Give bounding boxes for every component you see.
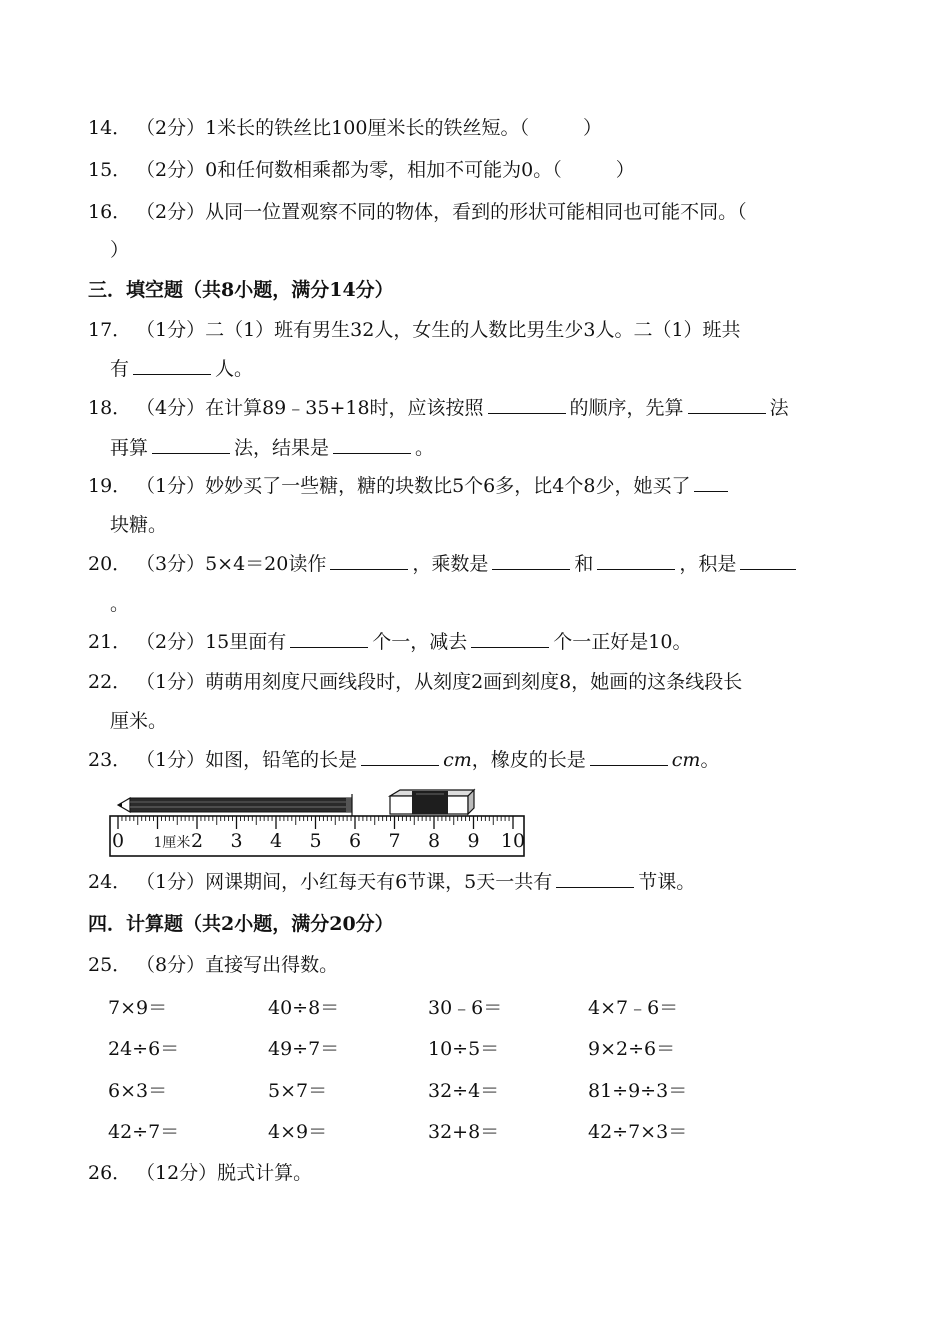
question-19: 19． （1分）妙妙买了一些糖，糖的块数比5个6多，比4个8少，她买了 [88,466,900,506]
calc-item: 32÷4＝ [428,1080,500,1102]
question-text: （2分）0和任何数相乘都为零，相加不可能为0。（ [136,159,562,181]
section-heading-3: 三．填空题（共8小题，满分14分） [88,279,394,301]
ruler-label: 6 [348,830,362,852]
ruler-label: 8 [427,830,441,852]
ruler-figure [108,786,528,858]
question-21: 21． （2分）15里面有 个一，减去 个一正好是10。 [88,622,900,662]
answer-blank[interactable] [488,391,566,414]
calc-item: 40÷8＝ [268,997,340,1019]
question-text: （1分）二（1）班有男生32人，女生的人数比男生少3人。二（1）班共 [136,319,741,341]
question-number: 25． [88,954,132,976]
question-18-cont: 再算 法，结果是 。 [110,428,434,468]
question-number: 15． [88,159,132,181]
answer-blank[interactable] [133,352,211,375]
ruler-label: 0 [111,830,125,852]
question-number: 20． [88,553,132,575]
question-17 [88,310,900,350]
answer-blank[interactable] [556,865,634,888]
calc-item: 4×7﹣6＝ [588,997,679,1019]
ruler-label: 10 [500,830,526,852]
calc-item: 42÷7＝ [108,1121,180,1143]
calc-item: 4×9＝ [268,1121,328,1143]
eraser-icon [390,790,474,814]
question-16-cont: ） [110,239,130,261]
question-26: 26． （12分）脱式计算。 [88,1153,900,1193]
calc-item: 32+8＝ [428,1121,500,1143]
question-17-cont: 有 人。 [110,349,253,389]
ruler-label: 9 [467,830,480,852]
answer-blank[interactable] [333,431,411,454]
answer-blank[interactable] [330,547,408,570]
question-number: 22． [88,671,132,693]
calc-item: 30﹣6＝ [428,997,503,1019]
calc-item: 10÷5＝ [428,1038,500,1060]
ruler-label: 5 [309,830,322,852]
answer-blank[interactable] [492,547,570,570]
ruler-label: 7 [388,830,401,852]
question-number: 19． [88,475,132,497]
question-15: 15． （2分）0和任何数相乘都为零，相加不可能为0。（ ） [88,150,900,190]
answer-blank[interactable] [361,743,439,766]
calc-item: 24÷6＝ [108,1038,180,1060]
calc-item: 7×9＝ [108,997,168,1019]
question-18: 18． （4分）在计算89﹣35+18时，应该按照 的顺序，先算 法 [88,388,900,428]
question-number: 18． [88,397,132,419]
question-number: 17． [88,319,132,341]
answer-blank[interactable] [290,625,368,648]
question-text: （2分）1米长的铁丝比100厘米长的铁丝短。（ [136,117,529,139]
question-number: 23． [88,749,132,771]
question-number: 21． [88,631,132,653]
answer-blank[interactable] [688,391,766,414]
calc-item: 9×2÷6＝ [588,1038,676,1060]
calc-item: 6×3＝ [108,1080,168,1102]
calc-item: 81÷9÷3＝ [588,1080,688,1102]
question-22-cont: 厘米。 [110,710,168,732]
question-16 [88,192,900,232]
question-24: 24． （1分）网课期间，小红每天有6节课，5天一共有 节课。 [88,862,900,902]
question-19-cont: 块糖。 [110,514,168,536]
question-text: （2分）从同一位置观察不同的物体，看到的形状可能相同也可能不同。（ [136,201,747,223]
question-22: 22． （1分）萌萌用刻度尺画线段时，从刻度2画到刻度8，她画的这条线段长 [88,662,900,702]
calc-item: 42÷7×3＝ [588,1121,688,1143]
question-20-cont: 。 [110,593,130,615]
question-20: 20． （3分）5×4＝20读作 ，乘数是 和 ，积是 [88,544,900,584]
answer-blank[interactable] [740,547,796,570]
answer-blank[interactable] [471,625,549,648]
calc-item: 49÷7＝ [268,1038,340,1060]
question-25: 25． （8分）直接写出得数。 [88,945,900,985]
question-number: 26． [88,1162,132,1184]
ruler-label: 2 [190,830,204,852]
section-heading-4: 四．计算题（共2小题，满分20分） [88,913,394,935]
question-number: 24． [88,871,132,893]
answer-blank[interactable] [152,431,230,454]
answer-blank[interactable] [590,743,668,766]
ruler-label: 1厘米 [153,835,191,851]
pencil-icon [118,794,352,816]
ruler-label: 3 [230,830,243,852]
answer-blank[interactable] [694,469,728,492]
calc-item: 5×7＝ [268,1080,328,1102]
answer-blank[interactable] [597,547,675,570]
ruler-label: 4 [269,830,283,852]
question-14: 14． （2分）1米长的铁丝比100厘米长的铁丝短。（ ） [88,108,900,148]
question-number: 16． [88,201,132,223]
question-23: 23． （1分）如图，铅笔的长是 cm，橡皮的长是 cm。 [88,740,900,780]
question-number: 14． [88,117,132,139]
